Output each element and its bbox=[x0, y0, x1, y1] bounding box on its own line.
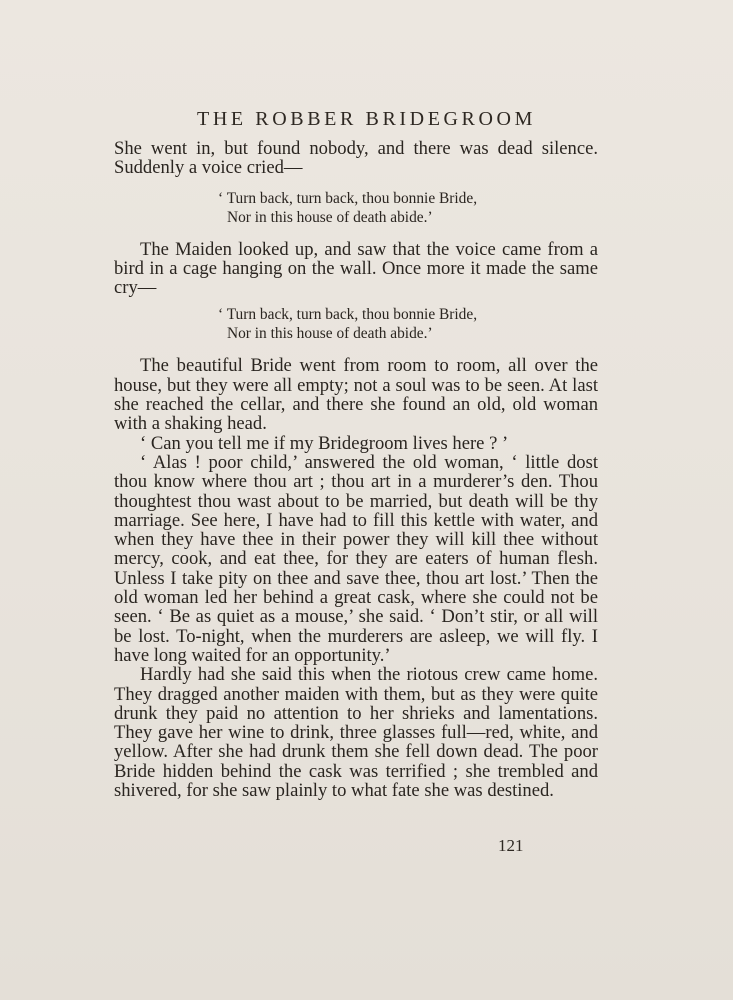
page-body bbox=[114, 139, 598, 800]
paragraph-2: The Maiden looked up, and saw that the voice came from a bird in a cage hanging on the wall. Once more it made the same cry— bbox=[114, 238, 598, 299]
paragraph-1: She went in, but found nobody, and there was dead silence. Suddenly a voice cried— bbox=[114, 138, 598, 179]
paragraph-3: The beautiful Bride went from room to room, all over the house, but they were all empty; not a soul was to be seen. At last she reached the cellar, and there she found an old, old woman with a shaking head. bbox=[114, 355, 598, 435]
verse-1-line-1: ‘ Turn back, turn back, thou bonnie Bride, bbox=[218, 189, 478, 207]
paragraph-5: ‘ Alas ! poor child,’ answered the old woman, ‘ little dost thou know where thou art ; thou art in a murderer’s den. Thou thoughtest thou wast about to be married, but death will be thy marriage. See here, I have had to fill this kettle with water, and when they have thee in their power they will kill thee without mercy, cook, and eat thee, for they are eaters of human flesh. Unless I take pity on thee and save thee, thou art lost.’ Then the old woman led her behind a great cask, where she could not be seen. ‘ Be as quiet as a mouse,’ she said. ‘ Don’t stir, or all will be lost. To-night, when the murderers are asleep, we will fly. I have long waited for an opportunity.’ bbox=[114, 451, 598, 666]
verse-1-line-2: Nor in this house of death abide.’ bbox=[227, 208, 433, 226]
page-number: 121 bbox=[498, 836, 524, 855]
paragraph-6: Hardly had she said this when the riotous crew came home. They dragged another maiden with them, but as they were quite drunk they paid no attention to her shrieks and lamentations. They gave her wine to drink, three glasses full—red, white, and yellow. After she had drunk them she fell down dead. The poor Bride hidden behind the cask was terrified ; she trembled and shivered, for she saw plainly to what fate she was destined. bbox=[114, 664, 598, 802]
verse-1 bbox=[218, 189, 598, 227]
verse-2-line-1: ‘ Turn back, turn back, thou bonnie Bride, bbox=[218, 306, 478, 324]
verse-2-line-2: Nor in this house of death abide.’ bbox=[227, 325, 433, 343]
running-head: THE ROBBER BRIDEGROOM bbox=[197, 108, 536, 130]
paragraph-4: ‘ Can you tell me if my Bridegroom lives here ? ’ bbox=[140, 432, 509, 454]
verse-2 bbox=[218, 305, 598, 343]
